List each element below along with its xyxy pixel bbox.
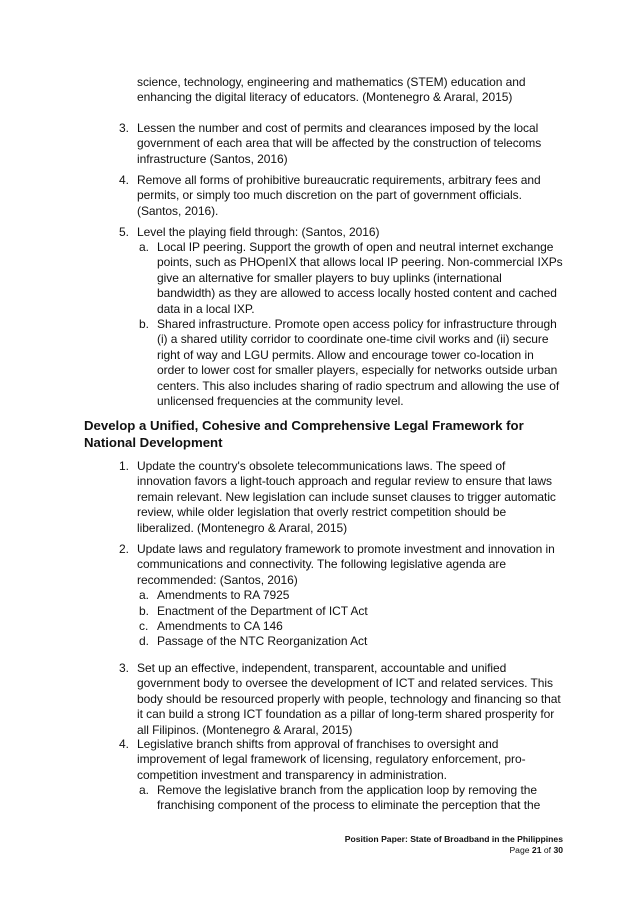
heading-line: Develop a Unified, Cohesive and Comprehensive Legal Framework for <box>84 418 524 433</box>
text-line: improvement of legal framework of licensing, regulatory enforcement, pro- <box>137 752 526 767</box>
text-line: review, while older legislation that overly restrict competition should be <box>137 505 507 520</box>
text-line: Remove all forms of prohibitive bureaucratic requirements, arbitrary fees and <box>137 173 541 187</box>
list-letter: a. <box>139 588 149 602</box>
text-line: Legislative branch shifts from approval of franchises to oversight and <box>137 737 499 751</box>
heading-line: National Development <box>84 435 223 450</box>
list-letter: d. <box>139 634 149 648</box>
list-number: 4. <box>119 737 129 751</box>
text-line: (Santos, 2016). <box>137 203 219 218</box>
text-line: Set up an effective, independent, transparent, accountable and unified <box>137 661 507 675</box>
list-item-3b <box>119 661 561 738</box>
sub-item-5a <box>139 240 563 317</box>
text-line: Shared infrastructure. Promote open access policy for infrastructure through <box>157 317 557 331</box>
sub-item-2c <box>139 619 283 634</box>
list-item-3 <box>119 121 542 167</box>
text-line: give an alternative for smaller players to buy uplinks (international <box>157 270 502 285</box>
text-line: permits, or simply too much discretion on the part of government officials. <box>137 188 522 203</box>
text-line: Enactment of the Department of ICT Act <box>157 604 368 618</box>
list-item-1 <box>119 459 556 536</box>
footer-page-number: 21 <box>531 845 542 855</box>
footer-page-label: Page <box>509 845 530 855</box>
text-line: Passage of the NTC Reorganization Act <box>157 634 368 648</box>
footer-total-pages: 30 <box>553 845 563 855</box>
text-line: bandwidth) as they are allowed to access locally hosted content and cached <box>157 286 557 301</box>
text-line: right of way and LGU permits. Allow and encourage tower co-location in <box>157 347 534 362</box>
text-line: enhancing the digital literacy of educators. (Montenegro & Araral, 2015) <box>137 90 513 105</box>
text-line: recommended: (Santos, 2016) <box>137 572 298 587</box>
text-line: unlicensed frequencies at the community level. <box>157 394 404 409</box>
text-line: Local IP peering. Support the growth of open and neutral internet exchange <box>157 240 554 254</box>
section-heading <box>84 417 524 451</box>
list-number: 4. <box>119 173 129 187</box>
sub-item-4a <box>139 783 541 814</box>
text-line: it can build a strong ICT foundation as a pillar of long-term shared prosperity for <box>137 707 555 722</box>
list-item-4 <box>119 173 541 219</box>
list-number: 3. <box>119 121 129 135</box>
text-line: points, such as PHOpenIX that allows local IP peering. Non-commercial IXPs <box>157 255 563 270</box>
list-letter: b. <box>139 317 149 331</box>
list-letter: a. <box>139 240 149 254</box>
text-line: government body to oversee the development of ICT and related services. This <box>137 676 553 691</box>
list-number: 5. <box>119 225 129 239</box>
text-line: Update the country's obsolete telecommunications laws. The speed of <box>137 459 506 473</box>
list-item-5 <box>119 225 380 240</box>
text-line: Amendments to RA 7925 <box>157 588 290 602</box>
sub-item-2d <box>139 634 368 649</box>
sub-item-2b <box>139 604 368 619</box>
text-line: order to lower cost for smaller players, especially for networks outside urban <box>157 363 558 378</box>
page-footer <box>345 834 563 856</box>
footer-title: Position Paper: State of Broadband in the Philippines <box>344 834 563 844</box>
footer-of-label: of <box>543 845 552 855</box>
sub-item-5b <box>139 317 560 409</box>
text-line: infrastructure (Santos, 2016) <box>137 151 288 166</box>
text-line: liberalized. (Montenegro & Araral, 2015) <box>137 520 348 535</box>
text-line: all Filipinos. (Montenegro & Araral, 2015) <box>137 722 353 737</box>
text-line: Level the playing field through: (Santos, 2016) <box>137 225 380 239</box>
text-line: science, technology, engineering and mathematics (STEM) education and <box>137 75 526 89</box>
text-line: data in a local IXP. <box>157 301 255 316</box>
text-line: franchising component of the process to eliminate the perception that the <box>157 798 541 813</box>
text-line: (i) a shared utility corridor to coordinate one-time civil works and (ii) secure <box>157 332 549 347</box>
text-line: Amendments to CA 146 <box>157 619 283 633</box>
text-line: centers. This also includes sharing of radio spectrum and allowing the use of <box>157 378 560 393</box>
item-2-continuation <box>137 75 526 106</box>
text-line: communications and connectivity. The following legislative agenda are <box>137 557 506 572</box>
text-line: innovation favors a light-touch approach and regular review to ensure that laws <box>137 474 552 489</box>
list-letter: b. <box>139 604 149 618</box>
list-number: 3. <box>119 661 129 675</box>
footer-page-info <box>345 845 563 856</box>
list-item-2 <box>119 542 555 588</box>
list-item-4b <box>119 737 526 783</box>
text-line: Lessen the number and cost of permits and clearances imposed by the local <box>137 121 539 135</box>
text-line: government of each area that will be affected by the construction of telecoms <box>137 136 542 151</box>
text-line: remain relevant. New legislation can include sunset clauses to trigger automatic <box>137 489 556 504</box>
list-number: 2. <box>119 542 129 556</box>
text-line: body should be resourced properly with people, technology and financing so that <box>137 691 561 706</box>
text-line: Update laws and regulatory framework to promote investment and innovation in <box>137 542 555 556</box>
sub-item-2a <box>139 588 290 603</box>
text-line: competition investment and transparency in administration. <box>137 767 447 782</box>
list-letter: a. <box>139 783 149 797</box>
text-line: Remove the legislative branch from the application loop by removing the <box>157 783 537 797</box>
list-letter: c. <box>139 619 149 633</box>
list-number: 1. <box>119 459 129 473</box>
